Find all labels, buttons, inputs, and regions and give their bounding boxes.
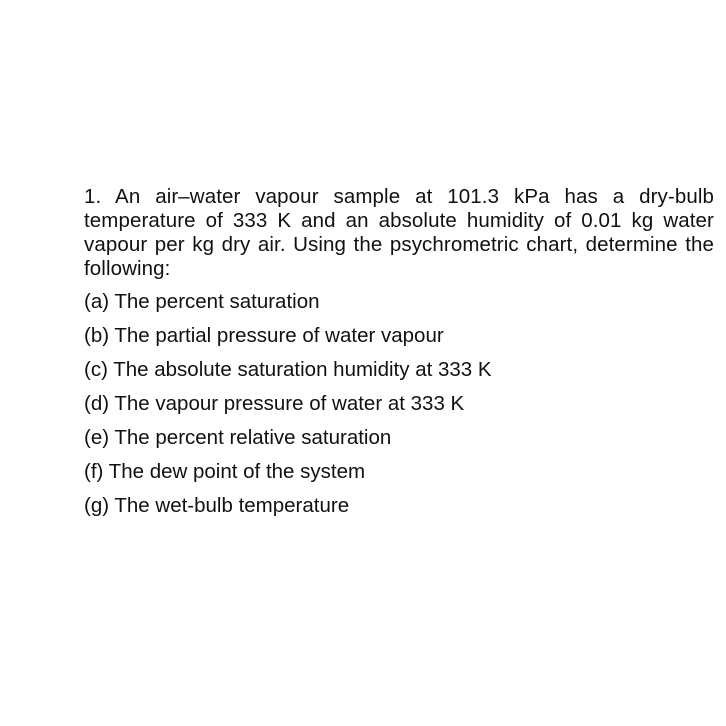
- part-b: (b) The partial pressure of water vapour: [84, 324, 444, 347]
- question-block: [84, 185, 714, 528]
- part-a: (a) The percent saturation: [84, 290, 320, 313]
- question-parts-list: [84, 290, 714, 528]
- part-g: (g) The wet-bulb temperature: [84, 494, 350, 517]
- part-f: (f) The dew point of the system: [84, 460, 366, 483]
- part-d: (d) The vapour pressure of water at 333 K: [84, 392, 465, 415]
- part-e: (e) The percent relative saturation: [84, 426, 392, 449]
- part-c: (c) The absolute saturation humidity at 333 K: [84, 358, 492, 381]
- question-stem: 1. An air–water vapour sample at 101.3 kPa has a dry-bulb temperature of 333 K and an absolute humidity of 0.01 kg water vapour per kg dry air. Using the psychrometric chart, determine the following:: [84, 185, 714, 280]
